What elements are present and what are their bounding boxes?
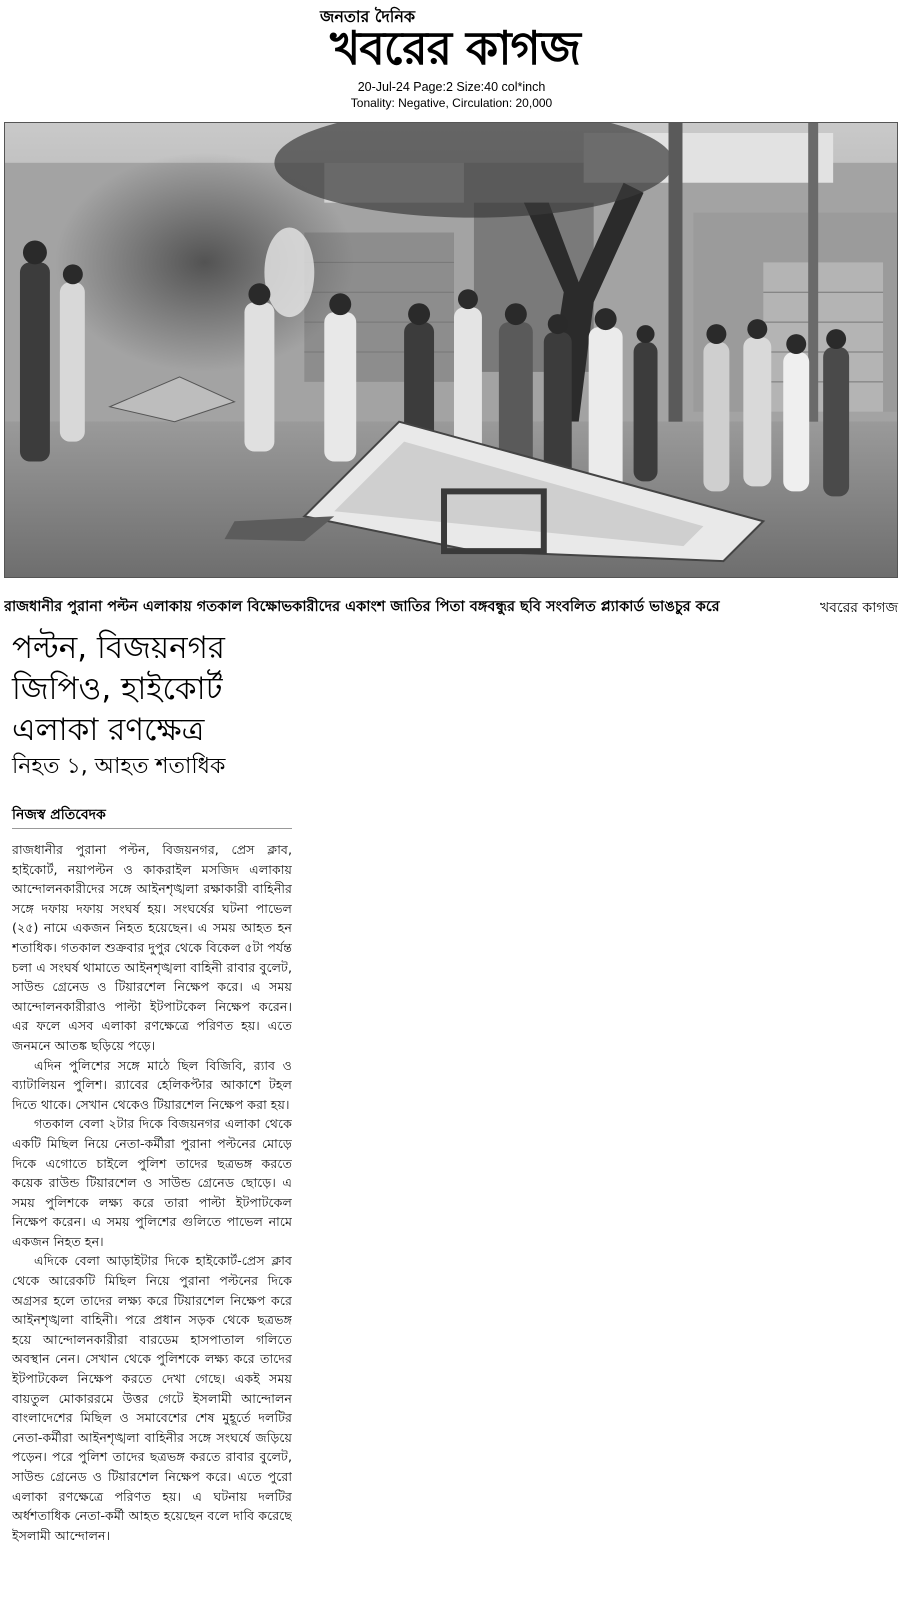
headline-line-3: এলাকা রণক্ষেত্র [12, 712, 205, 748]
photo-caption: রাজধানীর পুরানা পল্টন এলাকায় গতকাল বিক্ষোভকারীদের একাংশ জাতির পিতা বঙ্গবন্ধুর ছবি সংবলিত প্ল্যাকার্ড ভাঙচুর করে [4, 599, 720, 615]
article-paragraph-2: এদিন পুলিশের সঙ্গে মাঠে ছিল বিজিবি, র‍্যাব ও ব্যাটালিয়ন পুলিশ। র‍্যাবের হেলিকপ্টার আকাশে টহল দিতে থাকে। সেখান থেকেও টিয়ারশেল নিক্ষেপ করা হয়। [12, 1057, 292, 1112]
newspaper-logo: খবরের কাগজ [330, 21, 580, 75]
masthead-tagline: জনতার দৈনিক [320, 7, 416, 26]
masthead [0, 0, 903, 120]
byline-divider [12, 828, 292, 829]
clipping-meta-tonality: Tonality: Negative, Circulation: 20,000 [350, 96, 553, 110]
news-photo [4, 122, 898, 578]
article-paragraph-4: এদিকে বেলা আড়াইটার দিকে হাইকোর্ট-প্রেস ক্লাব থেকে আরেকটি মিছিল নিয়ে পুরানা পল্টনের দিকে অগ্রসর হলে তাদের লক্ষ্য করে টিয়ারশেল নিক্ষেপ করে আইনশৃঙ্খলা বাহিনী। পরে প্রধান সড়ক থেকে ছত্রভঙ্গ হয়ে আন্দোলনকারীরা বারডেম হাসপাতাল গলিতে অবস্থান নেন। সেখান থেকে পুলিশকে লক্ষ্য করে তাদের ইটপাটকেল নিক্ষেপ করতে দেখা গেছে। একই সময় বায়তুল মোকাররমে উত্তর গেটে ইসলামী আন্দোলন বাংলাদেশের মিছিল ও সমাবেশের শেষ মুহূর্তে দলটির নেতা-কর্মীরা আইনশৃঙ্খলা বাহিনীর সঙ্গে সংঘর্ষে জড়িয়ে পড়েন। পরে পুলিশ তাদের ছত্রভঙ্গ করতে রাবার বুলেট, সাউন্ড গ্রেনেড ও টিয়ারশেল নিক্ষেপ করে। এতে পুরো এলাকা রণক্ষেত্রে পরিণত হয়। এ ঘটনায় দলটির অর্ধশতাধিক নেতা-কর্মী আহত হয়েছেন বলে দাবি করেছে ইসলামী আন্দোলন। [12, 1253, 292, 1543]
article-body [12, 840, 292, 1598]
article-paragraph-1: রাজধানীর পুরানা পল্টন, বিজয়নগর, প্রেস ক্লাব, হাইকোর্ট, নয়াপল্টন ও কাকরাইল মসজিদ এলাকায় আন্দোলনকারীদের সঙ্গে আইনশৃঙ্খলা রক্ষাকারী বাহিনীর সঙ্গে দফায় দফায় সংঘর্ষ হয়। সংঘর্ষের ঘটনা পাভেল (২৫) নামে একজন নিহত হয়েছেন। এ সময় আহত হন শতাধিক। গতকাল শুক্রবার দুপুর থেকে বিকেল ৫টা পর্যন্ত চলা এ সংঘর্ষ থামাতে আইনশৃঙ্খলা বাহিনী রাবার বুলেট, সাউন্ড গ্রেনেড ও টিয়ারশেল নিক্ষেপ করে। এ সময় আন্দোলনকারীরাও পাল্টা ইটপাটকেল নিক্ষেপ করেন। এর ফলে এসব এলাকা রণক্ষেত্রে পরিণত হয়। এতে জনমনে আতঙ্ক ছড়িয়ে পড়ে। [12, 842, 292, 1053]
article-paragraph-3: গতকাল বেলা ২টার দিকে বিজয়নগর এলাকা থেকে একটি মিছিল নিয়ে নেতা-কর্মীরা পুরানা পল্টনের মোড়ে দিকে এগোতে চাইলে পুলিশ তাদের ছত্রভঙ্গ করতে কয়েক রাউন্ড টিয়ারশেল ও সাউন্ড গ্রেনেড ছোড়ে। এ সময় পুলিশকে লক্ষ্য করে তারা পাল্টা ইটপাটকেল নিক্ষেপ করেন। এ সময় পুলিশের গুলিতে পাভেল নামে একজন নিহত হন। [12, 1116, 292, 1249]
article-subhead: নিহত ১, আহত শতাধিক [12, 754, 226, 779]
photo-credit: খবরের কাগজ [819, 600, 898, 616]
article-byline: নিজস্ব প্রতিবেদক [12, 807, 106, 823]
article-headline [12, 628, 312, 751]
clipping-meta-date-page: 20-Jul-24 Page:2 Size:40 col*inch [357, 80, 546, 94]
headline-line-1: পল্টন, বিজয়নগর [12, 630, 225, 666]
photo-illustration [5, 123, 897, 577]
headline-line-2: জিপিও, হাইকোর্ট [12, 671, 223, 707]
